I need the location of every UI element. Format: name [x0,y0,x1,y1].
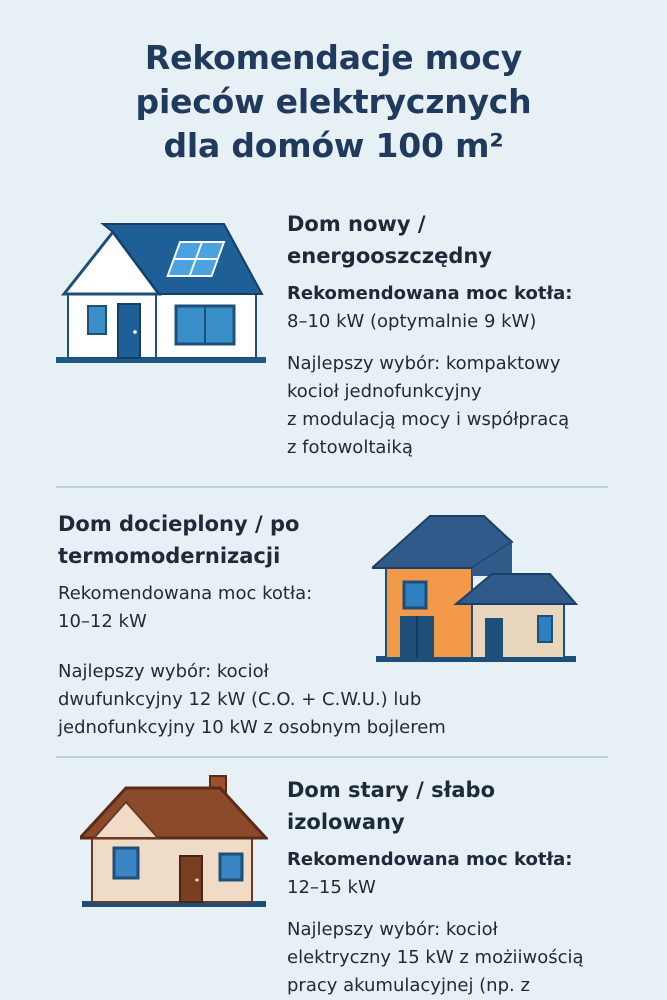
power-value: 10–12 kW [58,611,147,632]
old-house-icon [80,772,268,908]
section-heading: Dom docieplony / po termomodernizacji [58,512,300,568]
divider [56,756,608,758]
power-value: 8–10 kW (optymalnie 9 kW) [287,311,537,332]
power-label: Rekomendowana moc kotła: [287,283,573,304]
new-house-icon [56,220,268,366]
page-title: Rekomendacje mocy pieców elektrycznych dla domów 100 m² [135,38,532,165]
power-label: Rekomendowana moc kotła: [287,849,573,870]
section-old-house [287,774,647,1000]
section-heading: Dom stary / słabo izolowany [287,778,496,834]
section-new-house [287,208,647,462]
best-choice-text: Najlepszy wybór: kocioł elektryczny 15 kW z możiiwością pracy akumulacyjnej (np. z [287,919,584,996]
divider [56,486,608,488]
power-value: 12–15 kW [287,877,376,898]
insulated-house-icon [372,512,580,664]
best-choice-text: Najlepszy wybór: kocioł dwufunkcyjny 12 kW (C.O. + C.W.U.) lub jednofunkcyjny 10 kW z osobnym bojlerem [58,661,446,738]
section-heading: Dom nowy / energooszczędny [287,212,492,268]
best-choice-text: Najlepszy wybór: kompaktowy kocioł jednofunkcyjny z modulacją mocy i współpracą z fotowoltaiką [287,353,570,458]
power-label: Rekomendowana moc kotła: [58,583,313,604]
